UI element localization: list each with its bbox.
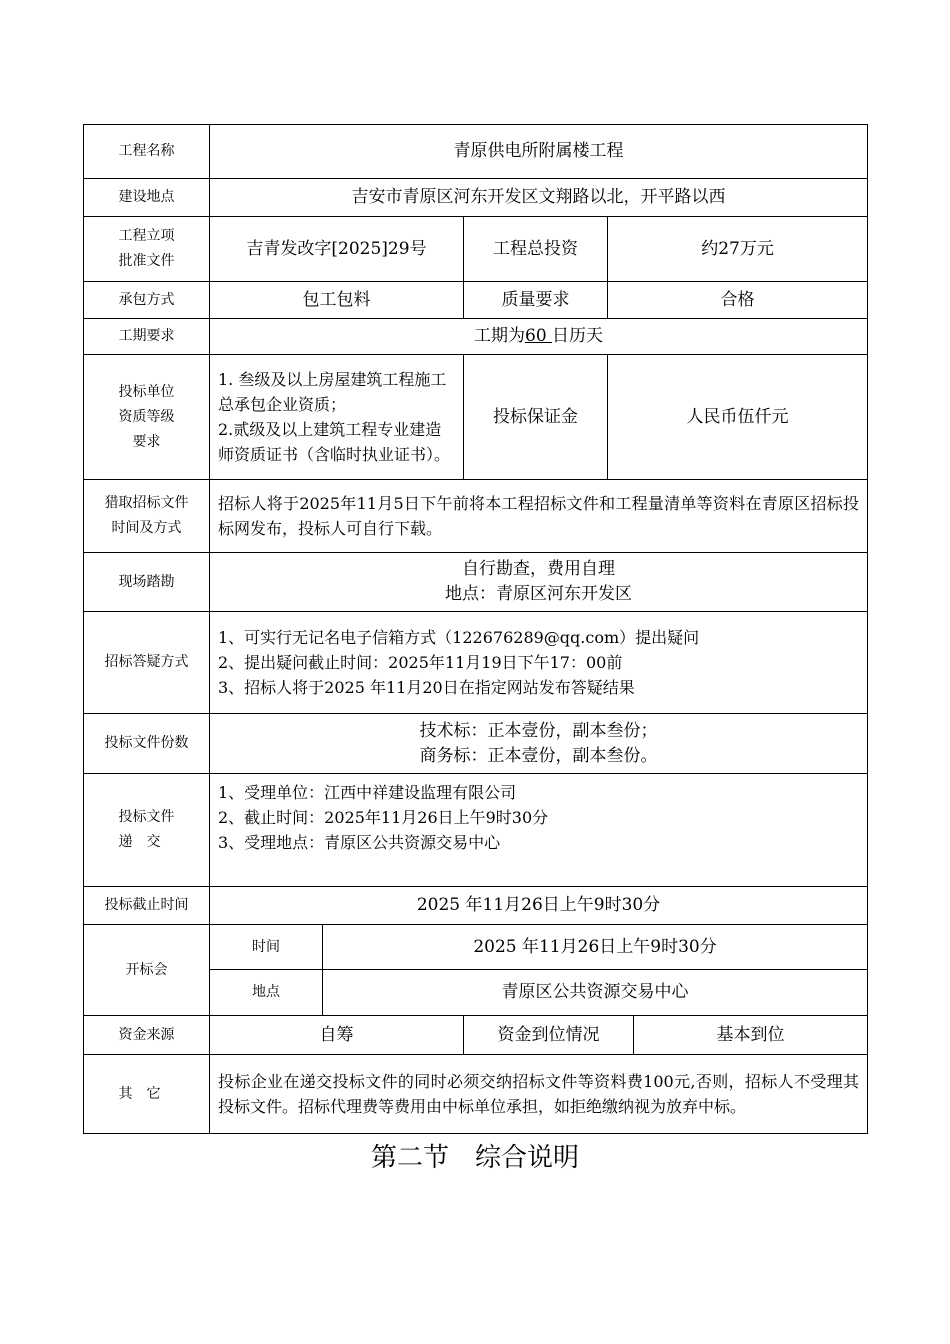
other-label: 其它 [84,1055,210,1134]
row-qa [84,612,868,714]
deadline-value: 2025 年11月26日上午9时30分 [210,887,868,925]
copies-label: 投标文件份数 [84,714,210,774]
qa-line-3: 3、招标人将于2025 年11月20日在指定网站发布答疑结果 [218,678,635,697]
copies-line-1: 技术标：正本壹份，副本叁份； [419,720,658,741]
opening-time-value: 2025 年11月26日上午9时30分 [323,925,868,970]
row-site-visit [84,553,868,612]
site-visit-line-1: 自行勘查，费用自理 [462,559,616,579]
site-visit-label: 现场踏勘 [84,553,210,612]
quality-label: 质量要求 [464,282,608,319]
location-label: 建设地点 [84,179,210,217]
approval-label-line-2: 批准文件 [118,253,175,269]
row-obtain-docs [84,480,868,553]
quality-value: 合格 [608,282,868,319]
section-heading: 第二节 综合说明 [370,1143,579,1173]
row-location [84,179,868,217]
row-qualification [84,355,868,480]
row-duration [84,319,868,355]
submission-label-line-1: 投标文件 [118,809,175,825]
qualification-label-line-1: 投标单位 [118,383,175,400]
qa-line-2: 2、提出疑问截止时间：2025年11月19日下午17：00前 [218,653,623,672]
row-project-name [84,125,868,179]
funding-label: 资金来源 [84,1016,210,1055]
opening-place-label: 地点 [210,970,323,1016]
qa-label: 招标答疑方式 [84,612,210,714]
bond-label: 投标保证金 [464,355,608,480]
investment-value: 约27万元 [608,217,868,282]
site-visit-value [210,553,868,612]
opening-time-label: 时间 [210,925,323,970]
site-visit-line-2: 地点：青原区河东开发区 [445,584,633,604]
obtain-docs-label-line-2: 时间及方式 [111,520,182,536]
qualification-item-1: 1. 叁级及以上房屋建筑工程施工总承包企业资质； [218,370,447,414]
row-opening-time [84,925,868,970]
location-value: 吉安市青原区河东开发区文翔路以北，开平路以西 [210,179,868,217]
investment-label: 工程总投资 [464,217,608,282]
duration-days: 60 [525,326,553,346]
copies-line-2: 商务标：正本壹份，副本叁份。 [419,745,658,766]
approval-label [84,217,210,282]
funds-status-label: 资金到位情况 [464,1016,634,1055]
funding-value: 自筹 [210,1016,464,1055]
opening-place-value: 青原区公共资源交易中心 [323,970,868,1016]
obtain-docs-label-line-1: 猎取招标文件 [104,495,189,511]
deadline-label: 投标截止时间 [84,887,210,925]
obtain-docs-value: 招标人将于2025年11月5日下午前将本工程招标文件和工程量清单等资料在青原区招标投标网发布，投标人可自行下载。 [210,480,868,553]
other-value: 投标企业在递交投标文件的同时必须交纳招标文件等资料费100元,否则，招标人不受理其投标文件。招标代理费等费用由中标单位承担，如拒绝缴纳视为放弃中标。 [210,1055,868,1134]
qualification-value [210,355,464,480]
duration-suffix: 日历天 [552,326,604,346]
contract-mode-value: 包工包料 [210,282,464,319]
opening-label: 开标会 [84,925,210,1016]
qa-line-1: 1、可实行无记名电子信箱方式（122676289@qq.com）提出疑问 [218,628,700,647]
row-submission [84,774,868,887]
copies-value [210,714,868,774]
qualification-item-2: 2.贰级及以上建筑工程专业建造师资质证书（含临时执业证书）。 [218,420,451,464]
contract-mode-label: 承包方式 [84,282,210,319]
submission-value [210,774,868,887]
duration-label: 工期要求 [84,319,210,355]
row-contract [84,282,868,319]
row-copies [84,714,868,774]
submission-line-1: 1、受理单位：江西中祥建设监理有限公司 [218,783,517,802]
qa-value [210,612,868,714]
row-funding [84,1016,868,1055]
qualification-label [84,355,210,480]
submission-line-3: 3、受理地点：青原区公共资源交易中心 [218,833,501,852]
row-approval [84,217,868,282]
duration-prefix: 工期为 [474,326,525,346]
row-deadline [84,887,868,925]
bid-info-table [83,124,868,1134]
obtain-docs-label [84,480,210,553]
qualification-label-line-2: 资质等级 [118,408,175,425]
submission-label [84,774,210,887]
project-name-value: 青原供电所附属楼工程 [210,125,868,179]
funds-status-value: 基本到位 [634,1016,868,1055]
submission-line-2: 2、截止时间：2025年11月26日上午9时30分 [218,808,549,827]
approval-label-line-1: 工程立项 [118,228,175,244]
duration-value [210,319,868,355]
row-other [84,1055,868,1134]
qualification-label-line-3: 要求 [132,433,161,450]
project-name-label: 工程名称 [84,125,210,179]
approval-doc-value: 吉青发改字[2025]29号 [210,217,464,282]
bond-value: 人民币伍仟元 [608,355,868,480]
submission-label-line-2: 递交 [118,834,175,850]
